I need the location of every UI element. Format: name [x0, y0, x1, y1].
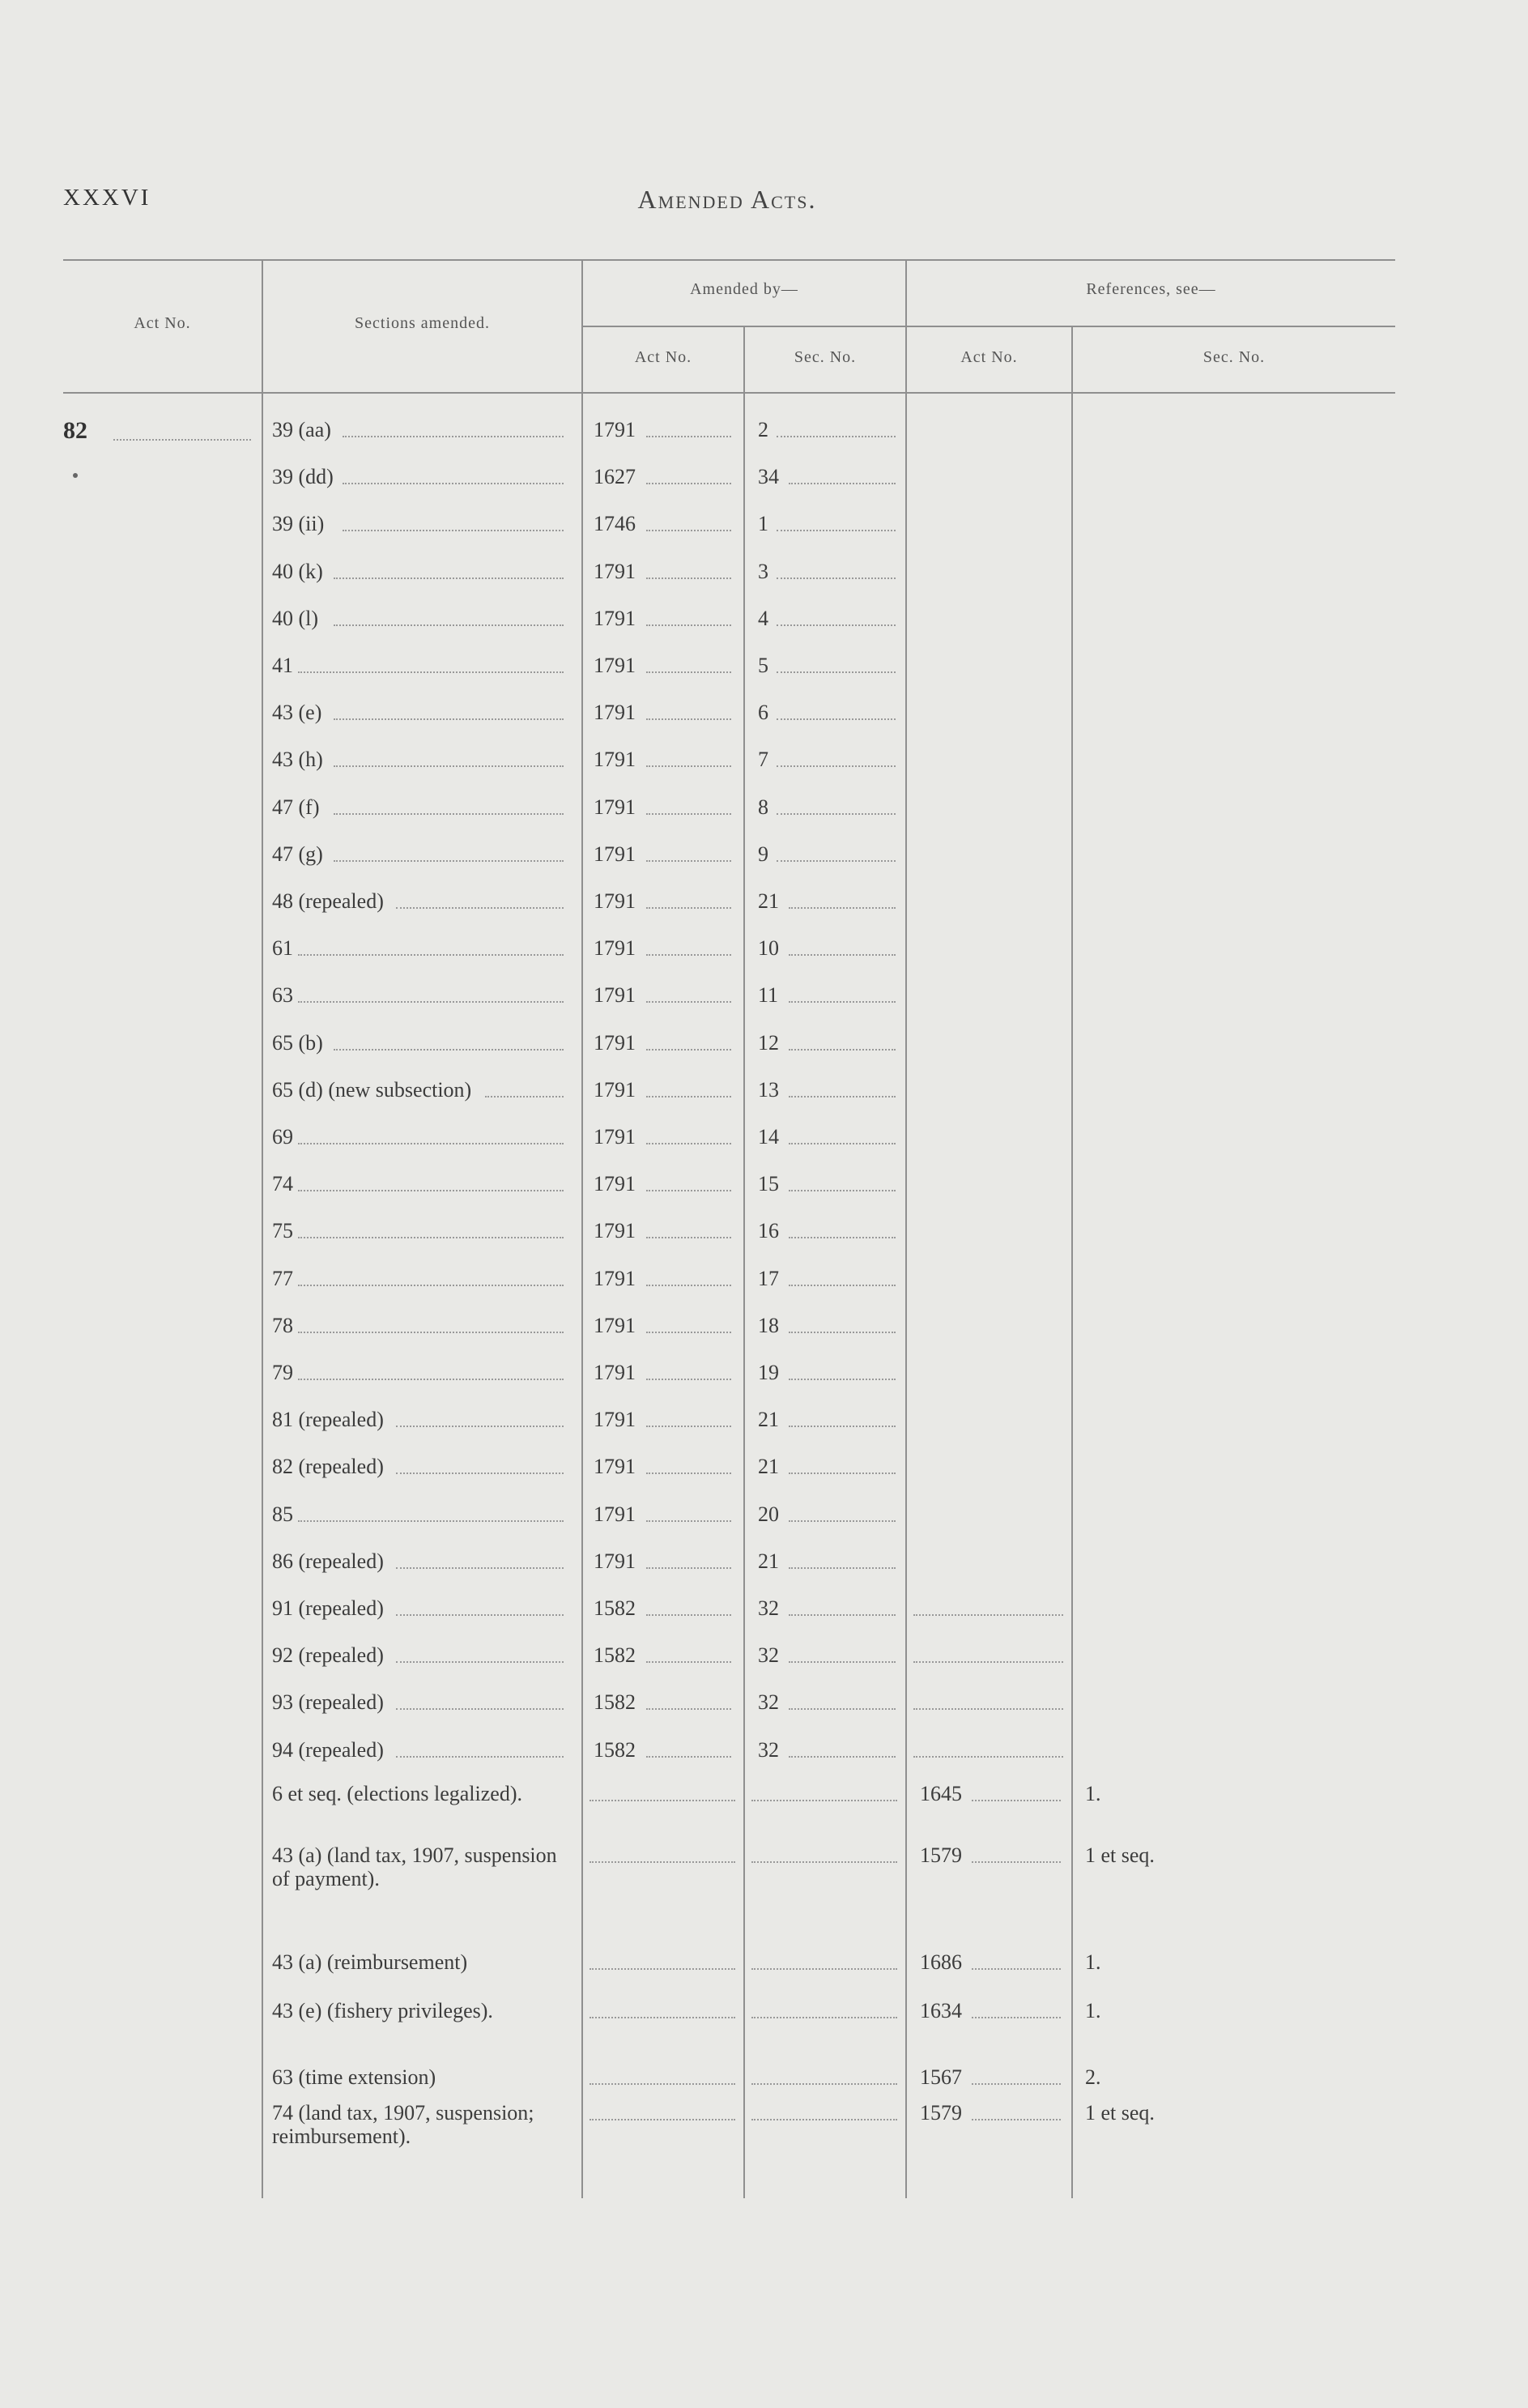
- page-title: Amended Acts.: [637, 185, 817, 214]
- section-cell: 39 (ii): [272, 512, 325, 536]
- ref-act-cell: 1686: [920, 1950, 962, 1974]
- amended-act-leader: [646, 1332, 731, 1333]
- amended-sec-cell: 17: [758, 1266, 779, 1290]
- section-leader: [396, 1567, 564, 1569]
- col-divider-5: [1071, 392, 1073, 2198]
- page-number: XXXVI: [63, 185, 151, 211]
- amended-sec-cell: 34: [758, 465, 779, 489]
- ref-act-cell: 1579: [920, 1843, 962, 1867]
- ref-act-leader: [972, 2119, 1061, 2120]
- amended-act-leader: [646, 813, 731, 815]
- section-cell: 78: [272, 1313, 293, 1337]
- amended-act-cell: 1791: [594, 1313, 636, 1337]
- amended-sec-leader: [751, 1861, 897, 1863]
- ref-act-leader: [913, 1661, 1063, 1663]
- section-leader: [396, 1473, 564, 1474]
- section-cell: 40 (l): [272, 606, 319, 630]
- amended-sec-leader: [789, 907, 896, 909]
- amended-sec-leader: [789, 1096, 896, 1097]
- amended-sec-cell: 16: [758, 1219, 779, 1243]
- section-cell: 47 (f): [272, 795, 320, 819]
- amended-act-leader: [646, 530, 731, 531]
- amended-sec-cell: 1: [758, 512, 768, 536]
- amended-sec-cell: 18: [758, 1313, 779, 1337]
- header-ref-act-no: Act No.: [960, 348, 1018, 366]
- header-amended-by: Amended by—: [690, 280, 798, 298]
- section-cell: 43 (a) (reimbursement): [272, 1950, 468, 1974]
- ref-act-cell: 1645: [920, 1782, 962, 1805]
- col-divider-1: [262, 392, 263, 2198]
- amended-act-leader: [646, 1614, 731, 1616]
- amended-sec-leader: [777, 718, 896, 720]
- amended-act-leader: [646, 1379, 731, 1380]
- amended-sec-cell: 32: [758, 1690, 779, 1715]
- amended-sec-leader: [789, 1520, 896, 1522]
- amended-act-leader: [646, 1143, 731, 1144]
- amended-sec-leader: [751, 2083, 897, 2085]
- header-amended-sec-no: Sec. No.: [794, 348, 857, 366]
- amended-sec-leader: [789, 1237, 896, 1238]
- amended-act-leader: [646, 765, 731, 767]
- amended-act-leader: [646, 1001, 731, 1003]
- amended-sec-cell: 20: [758, 1502, 779, 1526]
- amended-sec-cell: 5: [758, 654, 768, 677]
- amended-sec-leader: [777, 671, 896, 673]
- amended-sec-leader: [789, 1190, 896, 1191]
- amended-act-cell: 1582: [594, 1737, 636, 1762]
- amended-sec-cell: 15: [758, 1172, 779, 1196]
- amended-act-cell: 1791: [594, 1455, 636, 1479]
- amended-act-cell: 1791: [594, 889, 636, 913]
- section-cell: 82 (repealed): [272, 1455, 384, 1479]
- amended-act-cell: 1791: [594, 936, 636, 961]
- amended-act-cell: 1582: [594, 1643, 636, 1668]
- section-leader: [298, 671, 564, 673]
- amended-sec-cell: 3: [758, 559, 768, 583]
- section-leader: [396, 1708, 564, 1710]
- printer-mark-dot: [73, 473, 78, 478]
- act-number: 82: [63, 417, 87, 444]
- ref-sec-cell: 2.: [1085, 2065, 1101, 2089]
- amended-act-cell: 1791: [594, 842, 636, 866]
- ref-act-leader: [972, 1861, 1061, 1863]
- header-mid-rule: [581, 326, 1395, 327]
- amended-acts-table: [63, 259, 1395, 2211]
- ref-sec-cell: 1.: [1085, 1999, 1101, 2022]
- amended-sec-leader: [789, 1614, 896, 1616]
- amended-sec-leader: [789, 1332, 896, 1333]
- amended-sec-leader: [789, 1143, 896, 1144]
- amended-sec-leader: [777, 624, 896, 626]
- section-leader: [334, 718, 564, 720]
- amended-act-cell: 1627: [594, 465, 636, 489]
- section-leader: [334, 624, 564, 626]
- col-divider-4: [905, 392, 907, 2198]
- section-cell: 63 (time extension): [272, 2065, 436, 2089]
- page-header: [63, 185, 1391, 224]
- amended-sec-leader: [777, 530, 896, 531]
- ref-act-cell: 1579: [920, 2101, 962, 2125]
- amended-sec-cell: 32: [758, 1643, 779, 1668]
- ref-act-leader: [913, 1708, 1063, 1710]
- section-leader: [298, 1520, 564, 1522]
- section-leader: [485, 1096, 564, 1097]
- section-cell: 85: [272, 1502, 293, 1526]
- amended-act-cell: 1791: [594, 559, 636, 583]
- amended-act-cell: 1791: [594, 606, 636, 630]
- section-leader: [298, 954, 564, 956]
- amended-act-cell: 1791: [594, 1125, 636, 1149]
- amended-act-leader: [646, 1567, 731, 1569]
- amended-act-leader: [646, 1285, 731, 1286]
- section-cell: 77: [272, 1266, 293, 1290]
- amended-act-cell: 1791: [594, 1361, 636, 1384]
- amended-act-cell: 1791: [594, 983, 636, 1008]
- section-leader: [298, 1001, 564, 1003]
- amended-sec-leader: [789, 1661, 896, 1663]
- section-cell: 86 (repealed): [272, 1549, 384, 1573]
- header-sections-amended: Sections amended.: [355, 314, 490, 332]
- ref-act-leader: [972, 2017, 1061, 2018]
- section-leader: [334, 1049, 564, 1051]
- amended-sec-cell: 9: [758, 842, 768, 866]
- amended-act-leader: [646, 718, 731, 720]
- amended-sec-cell: 11: [758, 983, 779, 1008]
- amended-sec-cell: 13: [758, 1077, 779, 1102]
- section-leader: [396, 1756, 564, 1758]
- amended-act-cell: 1791: [594, 795, 636, 819]
- amended-sec-cell: 32: [758, 1596, 779, 1620]
- ref-sec-cell: 1.: [1085, 1782, 1101, 1805]
- amended-sec-cell: 7: [758, 748, 768, 772]
- amended-sec-leader: [789, 1567, 896, 1569]
- amended-act-leader: [646, 1096, 731, 1097]
- amended-act-cell: 1582: [594, 1690, 636, 1715]
- amended-act-leader: [589, 1968, 735, 1970]
- section-leader: [343, 483, 564, 484]
- col-divider-2-head: [581, 259, 583, 392]
- amended-sec-cell: 21: [758, 1408, 779, 1432]
- ref-act-leader: [972, 1800, 1061, 1801]
- amended-act-leader: [589, 1861, 735, 1863]
- section-cell: 93 (repealed): [272, 1690, 384, 1715]
- amended-act-cell: 1791: [594, 748, 636, 772]
- col-divider-3: [743, 392, 745, 2198]
- section-leader: [396, 1426, 564, 1427]
- amended-act-cell: 1791: [594, 1172, 636, 1196]
- amended-act-leader: [646, 671, 731, 673]
- ref-act-leader: [913, 1756, 1063, 1758]
- amended-act-leader: [589, 2119, 735, 2120]
- amended-act-leader: [646, 1190, 731, 1191]
- section-leader: [298, 1237, 564, 1238]
- amended-act-leader: [589, 1800, 735, 1801]
- section-cell: 74: [272, 1172, 293, 1196]
- section-leader: [298, 1332, 564, 1333]
- section-cell: 40 (k): [272, 559, 323, 583]
- amended-act-leader: [646, 1049, 731, 1051]
- amended-sec-leader: [751, 2119, 897, 2120]
- amended-act-cell: 1791: [594, 1219, 636, 1243]
- section-leader: [334, 765, 564, 767]
- section-leader: [343, 530, 564, 531]
- section-leader: [298, 1379, 564, 1380]
- amended-sec-leader: [789, 1379, 896, 1380]
- amended-sec-leader: [789, 1708, 896, 1710]
- amended-act-leader: [646, 483, 731, 484]
- section-cell: 92 (repealed): [272, 1643, 384, 1668]
- amended-sec-leader: [777, 765, 896, 767]
- section-cell: 43 (a) (land tax, 1907, suspension of payment).: [272, 1843, 557, 1890]
- amended-act-cell: 1791: [594, 654, 636, 677]
- amended-act-cell: 1791: [594, 418, 636, 441]
- section-leader: [396, 1661, 564, 1663]
- ref-sec-cell: 1 et seq.: [1085, 1843, 1155, 1867]
- ref-sec-cell: 1 et seq.: [1085, 2101, 1155, 2125]
- amended-sec-cell: 21: [758, 1455, 779, 1479]
- amended-act-cell: 1791: [594, 1030, 636, 1055]
- ref-act-leader: [913, 1614, 1063, 1616]
- amended-act-leader: [646, 860, 731, 862]
- amended-sec-cell: 21: [758, 1549, 779, 1573]
- section-cell: 75: [272, 1219, 293, 1243]
- amended-act-leader: [646, 1756, 731, 1758]
- amended-sec-leader: [789, 1285, 896, 1286]
- header-ref-sec-no: Sec. No.: [1202, 348, 1266, 366]
- section-cell: 39 (aa): [272, 418, 331, 441]
- section-cell: 43 (e): [272, 701, 322, 725]
- amended-sec-leader: [751, 1968, 897, 1970]
- amended-sec-leader: [777, 813, 896, 815]
- section-cell: 69: [272, 1125, 293, 1149]
- section-leader: [396, 1614, 564, 1616]
- amended-act-leader: [589, 2083, 735, 2085]
- section-leader: [334, 860, 564, 862]
- amended-sec-cell: 12: [758, 1030, 779, 1055]
- amended-act-leader: [589, 2017, 735, 2018]
- amended-act-leader: [646, 1237, 731, 1238]
- amended-act-cell: 1791: [594, 1549, 636, 1573]
- section-cell: 47 (g): [272, 842, 323, 866]
- ref-act-leader: [972, 2083, 1061, 2085]
- amended-act-leader: [646, 1520, 731, 1522]
- amended-act-cell: 1791: [594, 1502, 636, 1526]
- header-act-no: Act No.: [134, 314, 191, 332]
- section-leader: [343, 436, 564, 437]
- amended-act-cell: 1746: [594, 512, 636, 536]
- amended-sec-cell: 14: [758, 1125, 779, 1149]
- amended-sec-leader: [789, 1001, 896, 1003]
- header-references: References, see—: [1086, 280, 1216, 298]
- ref-sec-cell: 1.: [1085, 1950, 1101, 1974]
- section-cell: 65 (b): [272, 1030, 323, 1055]
- section-cell: 94 (repealed): [272, 1737, 384, 1762]
- amended-sec-leader: [777, 860, 896, 862]
- amended-sec-leader: [789, 954, 896, 956]
- section-cell: 81 (repealed): [272, 1408, 384, 1432]
- amended-sec-cell: 21: [758, 889, 779, 913]
- amended-sec-leader: [751, 2017, 897, 2018]
- amended-act-cell: 1791: [594, 1077, 636, 1102]
- col-divider-2: [581, 392, 583, 2198]
- amended-act-leader: [646, 1661, 731, 1663]
- section-leader: [298, 1285, 564, 1286]
- act-number-leader: [113, 439, 251, 441]
- amended-act-leader: [646, 577, 731, 579]
- section-cell: 43 (h): [272, 748, 323, 772]
- section-cell: 43 (e) (fishery privileges).: [272, 1999, 493, 2022]
- amended-sec-cell: 2: [758, 418, 768, 441]
- section-cell: 63: [272, 983, 293, 1008]
- amended-act-leader: [646, 954, 731, 956]
- amended-sec-leader: [789, 1473, 896, 1474]
- ref-act-leader: [972, 1968, 1061, 1970]
- section-cell: 61: [272, 936, 293, 961]
- amended-sec-leader: [789, 483, 896, 484]
- section-cell: 74 (land tax, 1907, suspension; reimbursement).: [272, 2101, 534, 2148]
- col-divider-4-head: [905, 259, 907, 392]
- amended-sec-leader: [777, 577, 896, 579]
- section-cell: 6 et seq. (elections legalized).: [272, 1782, 522, 1805]
- section-cell: 41: [272, 654, 293, 677]
- amended-act-leader: [646, 1708, 731, 1710]
- section-cell: 39 (dd): [272, 465, 334, 489]
- section-leader: [298, 1190, 564, 1191]
- amended-sec-cell: 10: [758, 936, 779, 961]
- amended-sec-leader: [789, 1049, 896, 1051]
- amended-act-leader: [646, 624, 731, 626]
- amended-act-leader: [646, 436, 731, 437]
- amended-act-leader: [646, 907, 731, 909]
- amended-sec-leader: [777, 436, 896, 437]
- amended-sec-leader: [789, 1756, 896, 1758]
- amended-act-cell: 1791: [594, 1266, 636, 1290]
- ref-act-cell: 1634: [920, 1999, 962, 2022]
- section-leader: [396, 907, 564, 909]
- section-cell: 48 (repealed): [272, 889, 384, 913]
- header-amended-act-no: Act No.: [634, 348, 692, 366]
- section-leader: [298, 1143, 564, 1144]
- section-cell: 91 (repealed): [272, 1596, 384, 1620]
- amended-sec-leader: [789, 1426, 896, 1427]
- section-cell: 79: [272, 1361, 293, 1384]
- amended-sec-cell: 32: [758, 1737, 779, 1762]
- amended-act-leader: [646, 1426, 731, 1427]
- amended-sec-cell: 19: [758, 1361, 779, 1384]
- amended-sec-cell: 4: [758, 606, 768, 630]
- amended-act-cell: 1582: [594, 1596, 636, 1620]
- amended-act-leader: [646, 1473, 731, 1474]
- amended-sec-cell: 6: [758, 701, 768, 725]
- amended-act-cell: 1791: [594, 701, 636, 725]
- ref-act-cell: 1567: [920, 2065, 962, 2089]
- section-leader: [334, 577, 564, 579]
- amended-act-cell: 1791: [594, 1408, 636, 1432]
- amended-sec-cell: 8: [758, 795, 768, 819]
- amended-sec-leader: [751, 1800, 897, 1801]
- section-cell: 65 (d) (new subsection): [272, 1077, 472, 1102]
- section-leader: [334, 813, 564, 815]
